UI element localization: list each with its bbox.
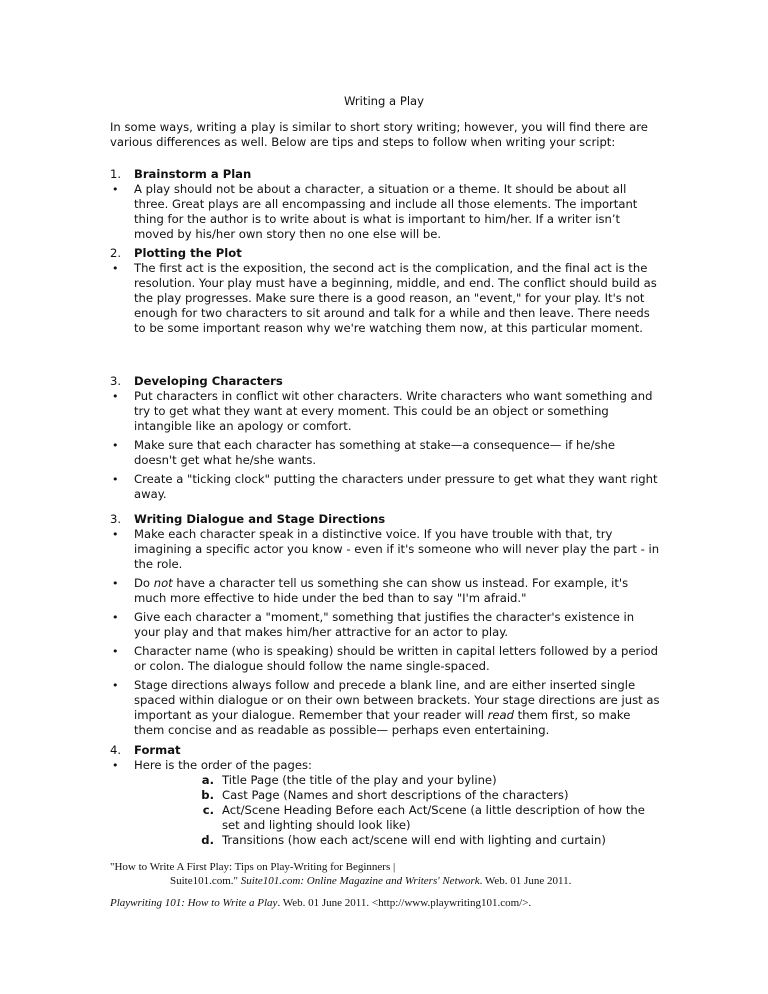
section-title: Writing Dialogue and Stage Directions — [134, 512, 386, 526]
bullet-list — [110, 261, 660, 336]
bullet-icon: • — [112, 759, 119, 772]
list-item: • Do not have a character tell us something she can show us instead. For example, it's much more effective to hide under the bed than to say "I'm afraid." — [112, 576, 629, 605]
section-characters — [110, 374, 660, 506]
section-heading — [110, 167, 660, 182]
list-item: • A play should not be about a character, a situation or a theme. It should be about all three. Great plays are all encompassing and include all those elements. The important thing for the author is to write about is what is important to him/her. If a writer isn’t moved by his/her own story then no one else will be. — [112, 182, 638, 241]
list-item: • Character name (who is speaking) should be written in capital letters followed by a period or colon. The dialogue should follow the name single-spaced. — [112, 644, 658, 673]
section-heading — [110, 743, 660, 758]
bullet-list — [110, 182, 660, 242]
sub-item: b. Cast Page (Names and short descriptions of the characters) — [201, 788, 569, 802]
bullet-icon: • — [112, 679, 119, 692]
document-title: Writing a Play — [343, 94, 425, 108]
section-format — [110, 743, 660, 848]
section-number: 4. — [110, 743, 122, 757]
bullet-list — [110, 527, 660, 738]
bullet-icon: • — [112, 577, 119, 590]
list-item: • Create a "ticking clock" putting the characters under pressure to get what they want right away. — [112, 472, 658, 501]
sub-item: c. Act/Scene Heading Before each Act/Scene (a little description of how the set and lighting should look like) — [202, 803, 645, 832]
sub-list — [178, 773, 660, 848]
bullet-list — [110, 758, 660, 773]
list-item: • Put characters in conflict wit other characters. Write characters who want something and try to get what they want at every moment. This could be an object or something intangible like an apology or comfort. — [112, 389, 653, 433]
sub-item: d. Transitions (how each act/scene will end with lighting and curtain) — [201, 833, 606, 847]
section-number: 3. — [110, 512, 122, 526]
bullet-icon: • — [112, 439, 119, 452]
section-heading — [110, 246, 660, 261]
section-number: 3. — [110, 374, 122, 388]
bullet-icon: • — [112, 262, 119, 275]
list-item: • Here is the order of the pages: — [112, 758, 312, 772]
section-title: Format — [134, 743, 181, 757]
bullet-icon: • — [112, 183, 119, 196]
list-item: • Make sure that each character has something at stake—a consequence— if he/she doesn't get what he/she wants. — [112, 438, 615, 467]
section-dialogue — [110, 512, 660, 742]
section-heading — [110, 374, 660, 389]
list-item: • Make each character speak in a distinctive voice. If you have trouble with that, try imagining a specific actor you know - even if it's someone who will never play the part - in the role. — [112, 527, 660, 571]
bullet-list — [110, 389, 660, 502]
section-number: 1. — [110, 167, 122, 181]
section-number: 2. — [110, 246, 122, 260]
list-item: • Stage directions always follow and precede a blank line, and are either inserted single spaced within dialogue or on their own between brackets. Your stage directions are just as important as your dialogue. Remember that your reader will read them first, so make them concise and as readable as possible— perhaps even entertaining. — [112, 678, 660, 737]
sub-item: a. Title Page (the title of the play and your byline) — [201, 773, 497, 787]
citation-1-line-1: "How to Write A First Play: Tips on Play-Writing for Beginners | — [110, 861, 396, 873]
section-heading — [110, 512, 660, 527]
bullet-icon: • — [112, 645, 119, 658]
section-brainstorm — [110, 167, 660, 246]
citation-2: Playwriting 101: How to Write a Play. Web. 01 June 2011. <http://www.playwriting101.com/>. — [110, 897, 532, 909]
citation-1-line-2: Suite101.com." Suite101.com: Online Magazine and Writers' Network. Web. 01 June 2011. — [170, 875, 572, 887]
bullet-icon: • — [112, 473, 119, 486]
list-item: • The first act is the exposition, the second act is the complication, and the final act is the resolution. Your play must have a beginning, middle, and end. The conflict should build as the play progresses. Make sure there is a good reason, an "event," for your play. It's not enough for two characters to sit around and talk for a while and then leave. There needs to be some important reason why we're watching them now, at this particular moment. — [112, 261, 657, 335]
section-plotting — [110, 246, 660, 340]
bullet-icon: • — [112, 611, 119, 624]
section-title: Plotting the Plot — [134, 246, 242, 260]
bullet-icon: • — [112, 390, 119, 403]
intro-paragraph: In some ways, writing a play is similar to short story writing; however, you will find there are various differences as well. Below are tips and steps to follow when writing your script: — [110, 120, 648, 149]
section-title: Brainstorm a Plan — [134, 167, 252, 181]
section-title: Developing Characters — [134, 374, 283, 388]
bullet-icon: • — [112, 528, 119, 541]
list-item: • Give each character a "moment," something that justifies the character's existence in your play and that makes him/her attractive for an actor to play. — [112, 610, 635, 639]
